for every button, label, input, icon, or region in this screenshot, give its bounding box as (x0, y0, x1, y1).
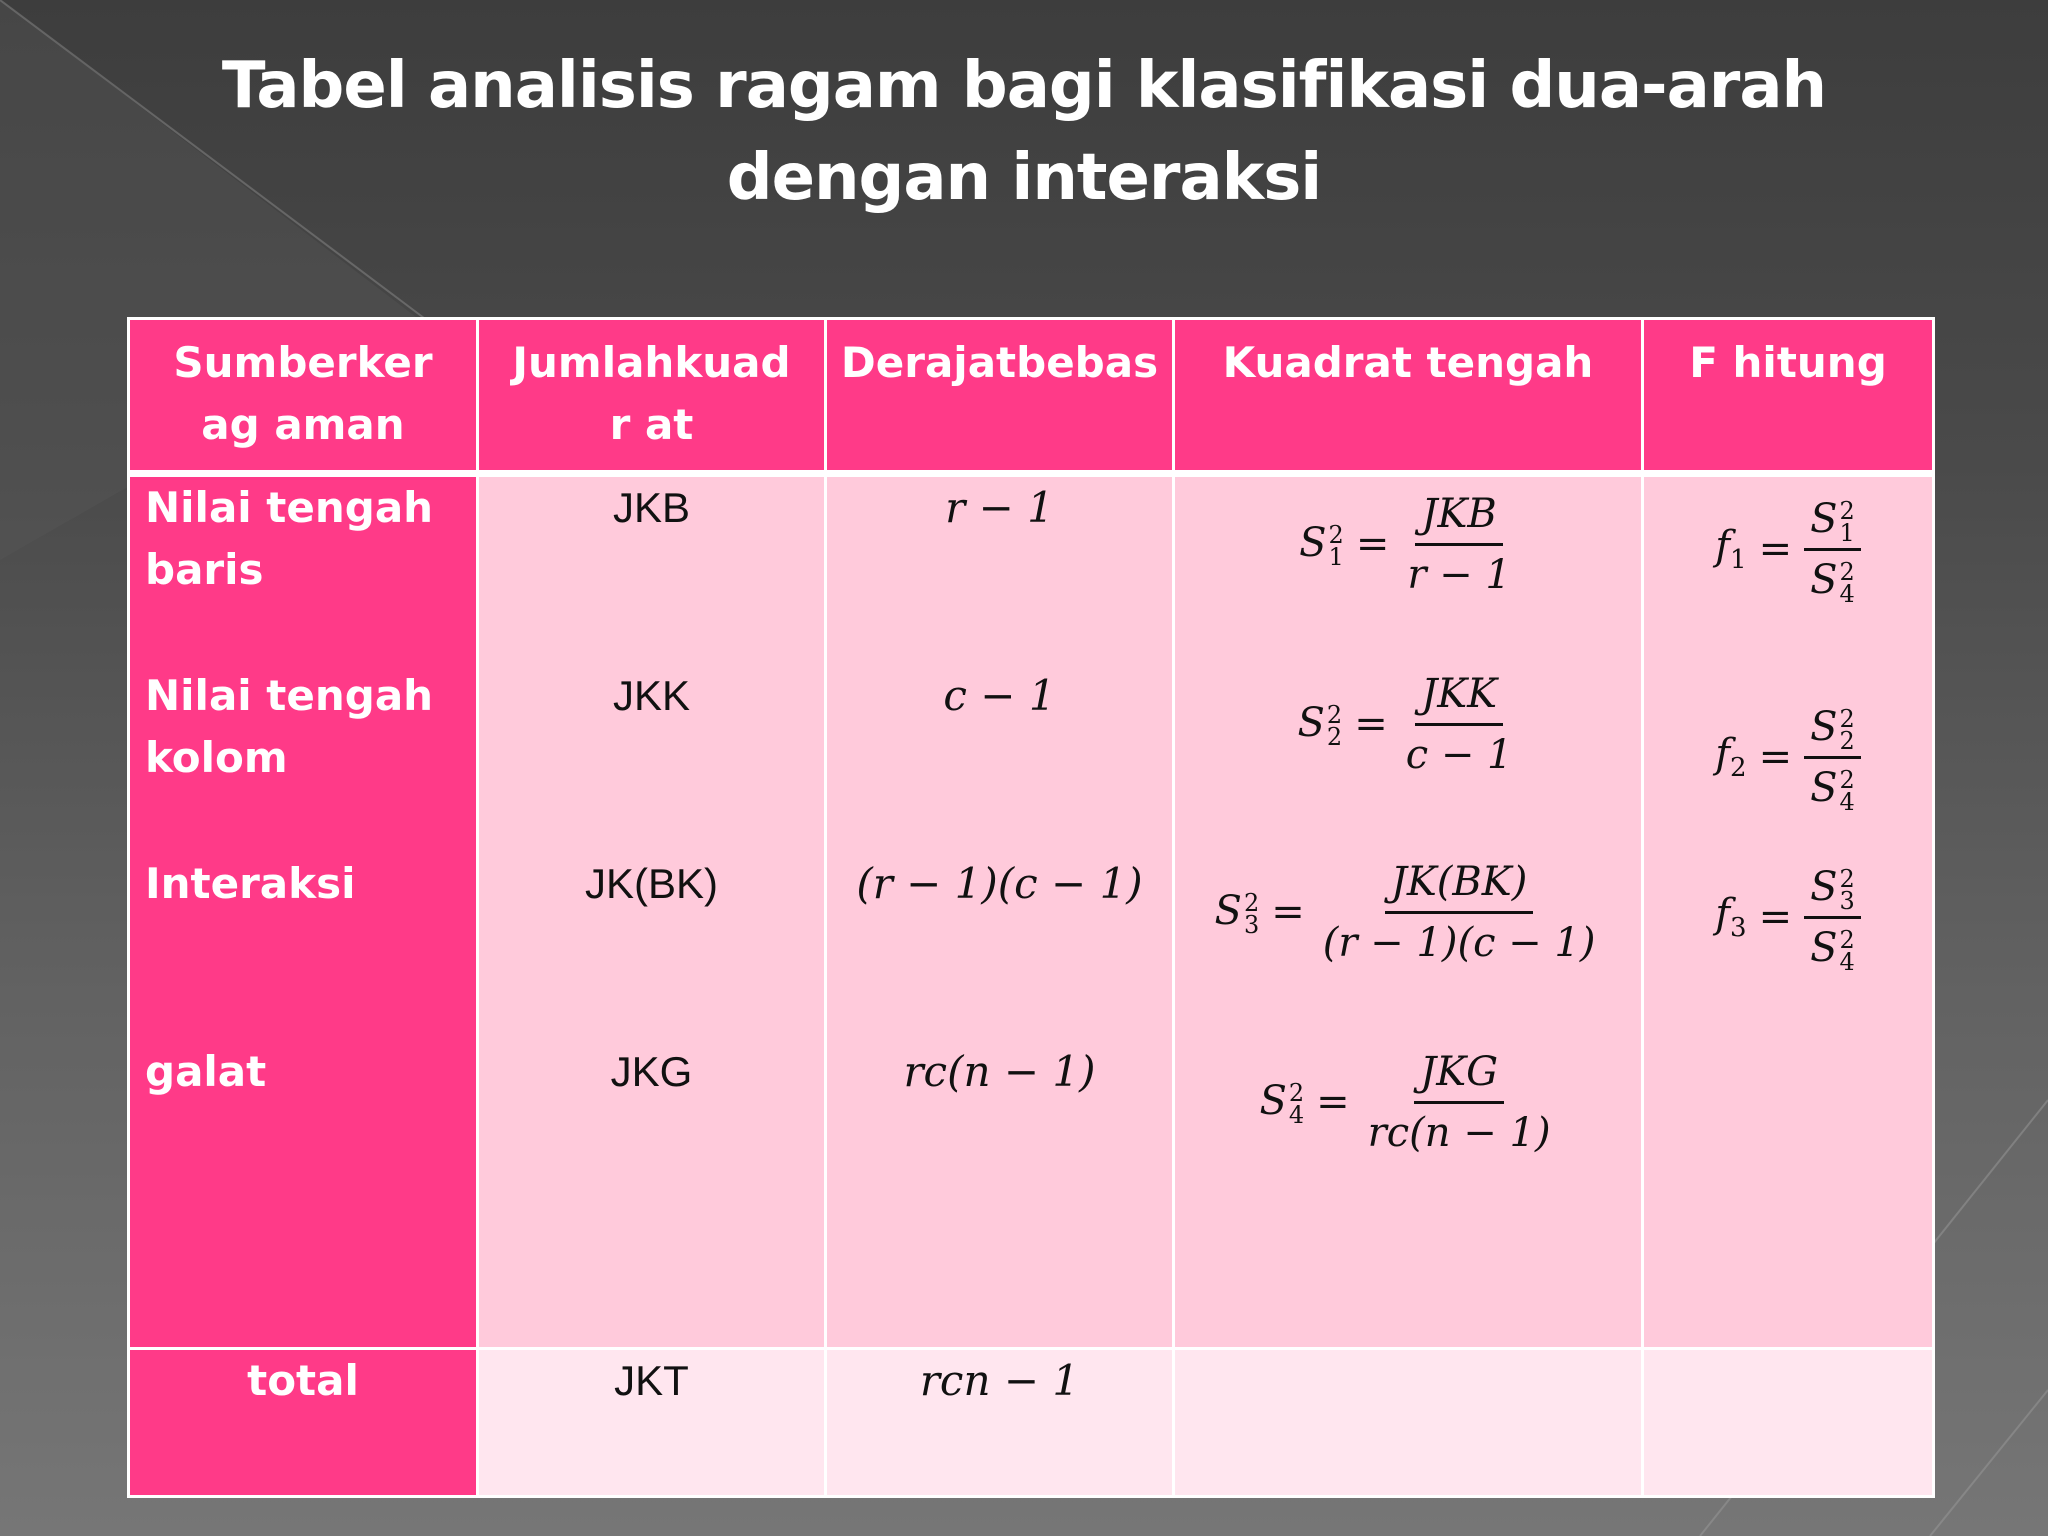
ms-numerator-3: JK(BK) (1385, 857, 1533, 914)
f-den-sub-3: 4 (1839, 947, 1855, 976)
f-eq-3: = (1758, 894, 1793, 940)
f-den-symbol-2: S (1810, 764, 1838, 811)
ms-formula-4 (1175, 1047, 1641, 1157)
f-fraction-2 (1804, 702, 1861, 816)
f-num-symbol-3: S (1810, 863, 1838, 910)
row-label-total: total (247, 1356, 359, 1405)
ms-symbol-1: S (1299, 520, 1327, 566)
header-df-label: Derajatbebas (840, 338, 1159, 387)
f-den-index-2 (1839, 765, 1855, 816)
ss-galat: JKG (610, 1048, 693, 1095)
f-lhs-2 (1715, 731, 1746, 783)
ms-index-3 (1243, 889, 1260, 939)
row-label-interaksi: Interaksi (145, 859, 356, 908)
slide-title (0, 40, 2048, 224)
ss-kolom: JKK (612, 672, 691, 719)
f-den-sup-3: 2 (1839, 925, 1855, 954)
f-eq-2: = (1758, 734, 1793, 780)
ms-eq-2: = (1354, 701, 1388, 747)
total-mean-square-cell (1175, 1350, 1641, 1495)
ms-fraction-3 (1317, 857, 1602, 968)
anova-table (127, 317, 1935, 1498)
ms-sup-4: 2 (1288, 1079, 1305, 1107)
ms-lhs-2 (1297, 700, 1343, 751)
row-label-kolom: Nilai tengah kolom (145, 671, 434, 782)
ms-eq-4: = (1316, 1079, 1350, 1125)
f-formula-2 (1644, 697, 1932, 817)
ms-numerator-2: JKK (1415, 669, 1503, 726)
ms-numerator-4: JKG (1414, 1047, 1504, 1104)
ms-formula-2 (1175, 669, 1641, 779)
total-f-value-cell (1644, 1350, 1932, 1495)
f-eq-1: = (1758, 526, 1793, 572)
header-sum-squares (479, 320, 824, 470)
ms-denominator-2: c − 1 (1405, 731, 1513, 778)
f-num-sup-2: 2 (1839, 704, 1855, 733)
f-denominator-1 (1804, 551, 1861, 608)
f-num-sup-3: 2 (1839, 864, 1855, 893)
df-column (827, 477, 1172, 1347)
row-label-baris: Nilai tengah baris (145, 483, 434, 594)
f-den-symbol-1: S (1810, 556, 1838, 603)
df-galat: rc(n − 1) (903, 1047, 1096, 1096)
ms-sub-2: 2 (1326, 723, 1343, 751)
ms-sub-1: 1 (1328, 543, 1344, 571)
f-symbol-3: f (1715, 891, 1731, 937)
ms-fraction-4 (1362, 1047, 1557, 1158)
f-num-sub-2: 2 (1839, 726, 1855, 755)
f-denominator-3 (1804, 919, 1861, 976)
f-lhs-1 (1715, 523, 1746, 575)
ms-symbol-4: S (1259, 1078, 1287, 1124)
ms-index-2 (1326, 701, 1343, 751)
f-sub-1: 1 (1730, 545, 1747, 575)
f-den-index-1 (1839, 557, 1855, 608)
header-source-label: Sumberkerag aman (173, 338, 433, 449)
f-sub-3: 3 (1730, 913, 1747, 943)
header-sum-squares-label: Jumlahkuadr at (512, 338, 791, 449)
ms-sub-3: 3 (1243, 911, 1260, 939)
f-den-symbol-3: S (1810, 924, 1838, 971)
header-df (827, 320, 1172, 470)
f-formula-3 (1644, 857, 1932, 977)
slide-title-line-2: dengan interaksi (726, 141, 1322, 215)
ms-sup-1: 2 (1328, 521, 1344, 549)
f-fraction-1 (1804, 494, 1861, 608)
ms-sup-3: 2 (1243, 889, 1260, 917)
f-numerator-1 (1804, 494, 1861, 551)
ms-sup-2: 2 (1326, 701, 1343, 729)
ms-symbol-3: S (1214, 888, 1242, 934)
f-num-symbol-1: S (1810, 495, 1838, 542)
df-total: rcn − 1 (919, 1356, 1080, 1405)
ms-symbol-2: S (1297, 700, 1325, 746)
f-den-sup-1: 2 (1839, 557, 1855, 586)
f-num-sub-3: 3 (1839, 886, 1855, 915)
ms-fraction-1 (1401, 489, 1517, 600)
ms-formula-3 (1175, 857, 1641, 967)
ms-numerator-1: JKB (1415, 489, 1502, 546)
f-num-index-2 (1839, 704, 1855, 755)
f-den-sub-1: 4 (1839, 579, 1855, 608)
ms-lhs-3 (1214, 888, 1260, 939)
f-num-sub-1: 1 (1839, 518, 1855, 547)
ms-fraction-2 (1400, 669, 1519, 780)
ms-formula-1 (1175, 489, 1641, 599)
f-sub-2: 2 (1730, 753, 1747, 783)
header-mean-square-label: Kuadrat tengah (1222, 338, 1594, 387)
ms-denominator-4: rc(n − 1) (1367, 1109, 1551, 1156)
f-den-sup-2: 2 (1839, 765, 1855, 794)
f-fraction-3 (1804, 862, 1861, 976)
f-num-sup-1: 2 (1839, 496, 1855, 525)
f-den-index-3 (1839, 925, 1855, 976)
ss-total: JKT (614, 1357, 689, 1404)
ms-eq-3: = (1271, 889, 1305, 935)
sum-squares-column (479, 477, 824, 1347)
row-label-galat: galat (145, 1047, 267, 1096)
header-mean-square (1175, 320, 1641, 470)
ms-sub-4: 4 (1288, 1101, 1305, 1129)
ms-lhs-4 (1259, 1078, 1305, 1129)
df-baris: r − 1 (945, 483, 1054, 532)
f-num-index-3 (1839, 864, 1855, 915)
header-source (130, 320, 476, 470)
f-num-index-1 (1839, 496, 1855, 547)
ms-denominator-3: (r − 1)(c − 1) (1322, 919, 1596, 966)
f-denominator-2 (1804, 759, 1861, 816)
f-formula-1 (1644, 489, 1932, 609)
header-f-value (1644, 320, 1932, 470)
slide-title-line-1: Tabel analisis ragam bagi klasifikasi dua-arah (221, 49, 1827, 123)
ms-denominator-1: r − 1 (1407, 551, 1511, 598)
f-numerator-2 (1804, 702, 1861, 759)
df-kolom: c − 1 (943, 671, 1056, 720)
ms-lhs-1 (1299, 520, 1344, 571)
ms-index-4 (1288, 1079, 1305, 1129)
header-f-value-label: F hitung (1689, 338, 1887, 387)
ms-index-1 (1328, 521, 1344, 571)
f-symbol-1: f (1715, 523, 1731, 569)
ss-baris: JKB (612, 484, 691, 531)
ms-eq-1: = (1355, 521, 1390, 567)
f-numerator-3 (1804, 862, 1861, 919)
f-lhs-3 (1715, 891, 1746, 943)
df-interaksi: (r − 1)(c − 1) (856, 859, 1143, 908)
f-num-symbol-2: S (1810, 703, 1838, 750)
f-symbol-2: f (1715, 731, 1731, 777)
ss-interaksi: JK(BK) (584, 860, 718, 907)
f-den-sub-2: 4 (1839, 787, 1855, 816)
